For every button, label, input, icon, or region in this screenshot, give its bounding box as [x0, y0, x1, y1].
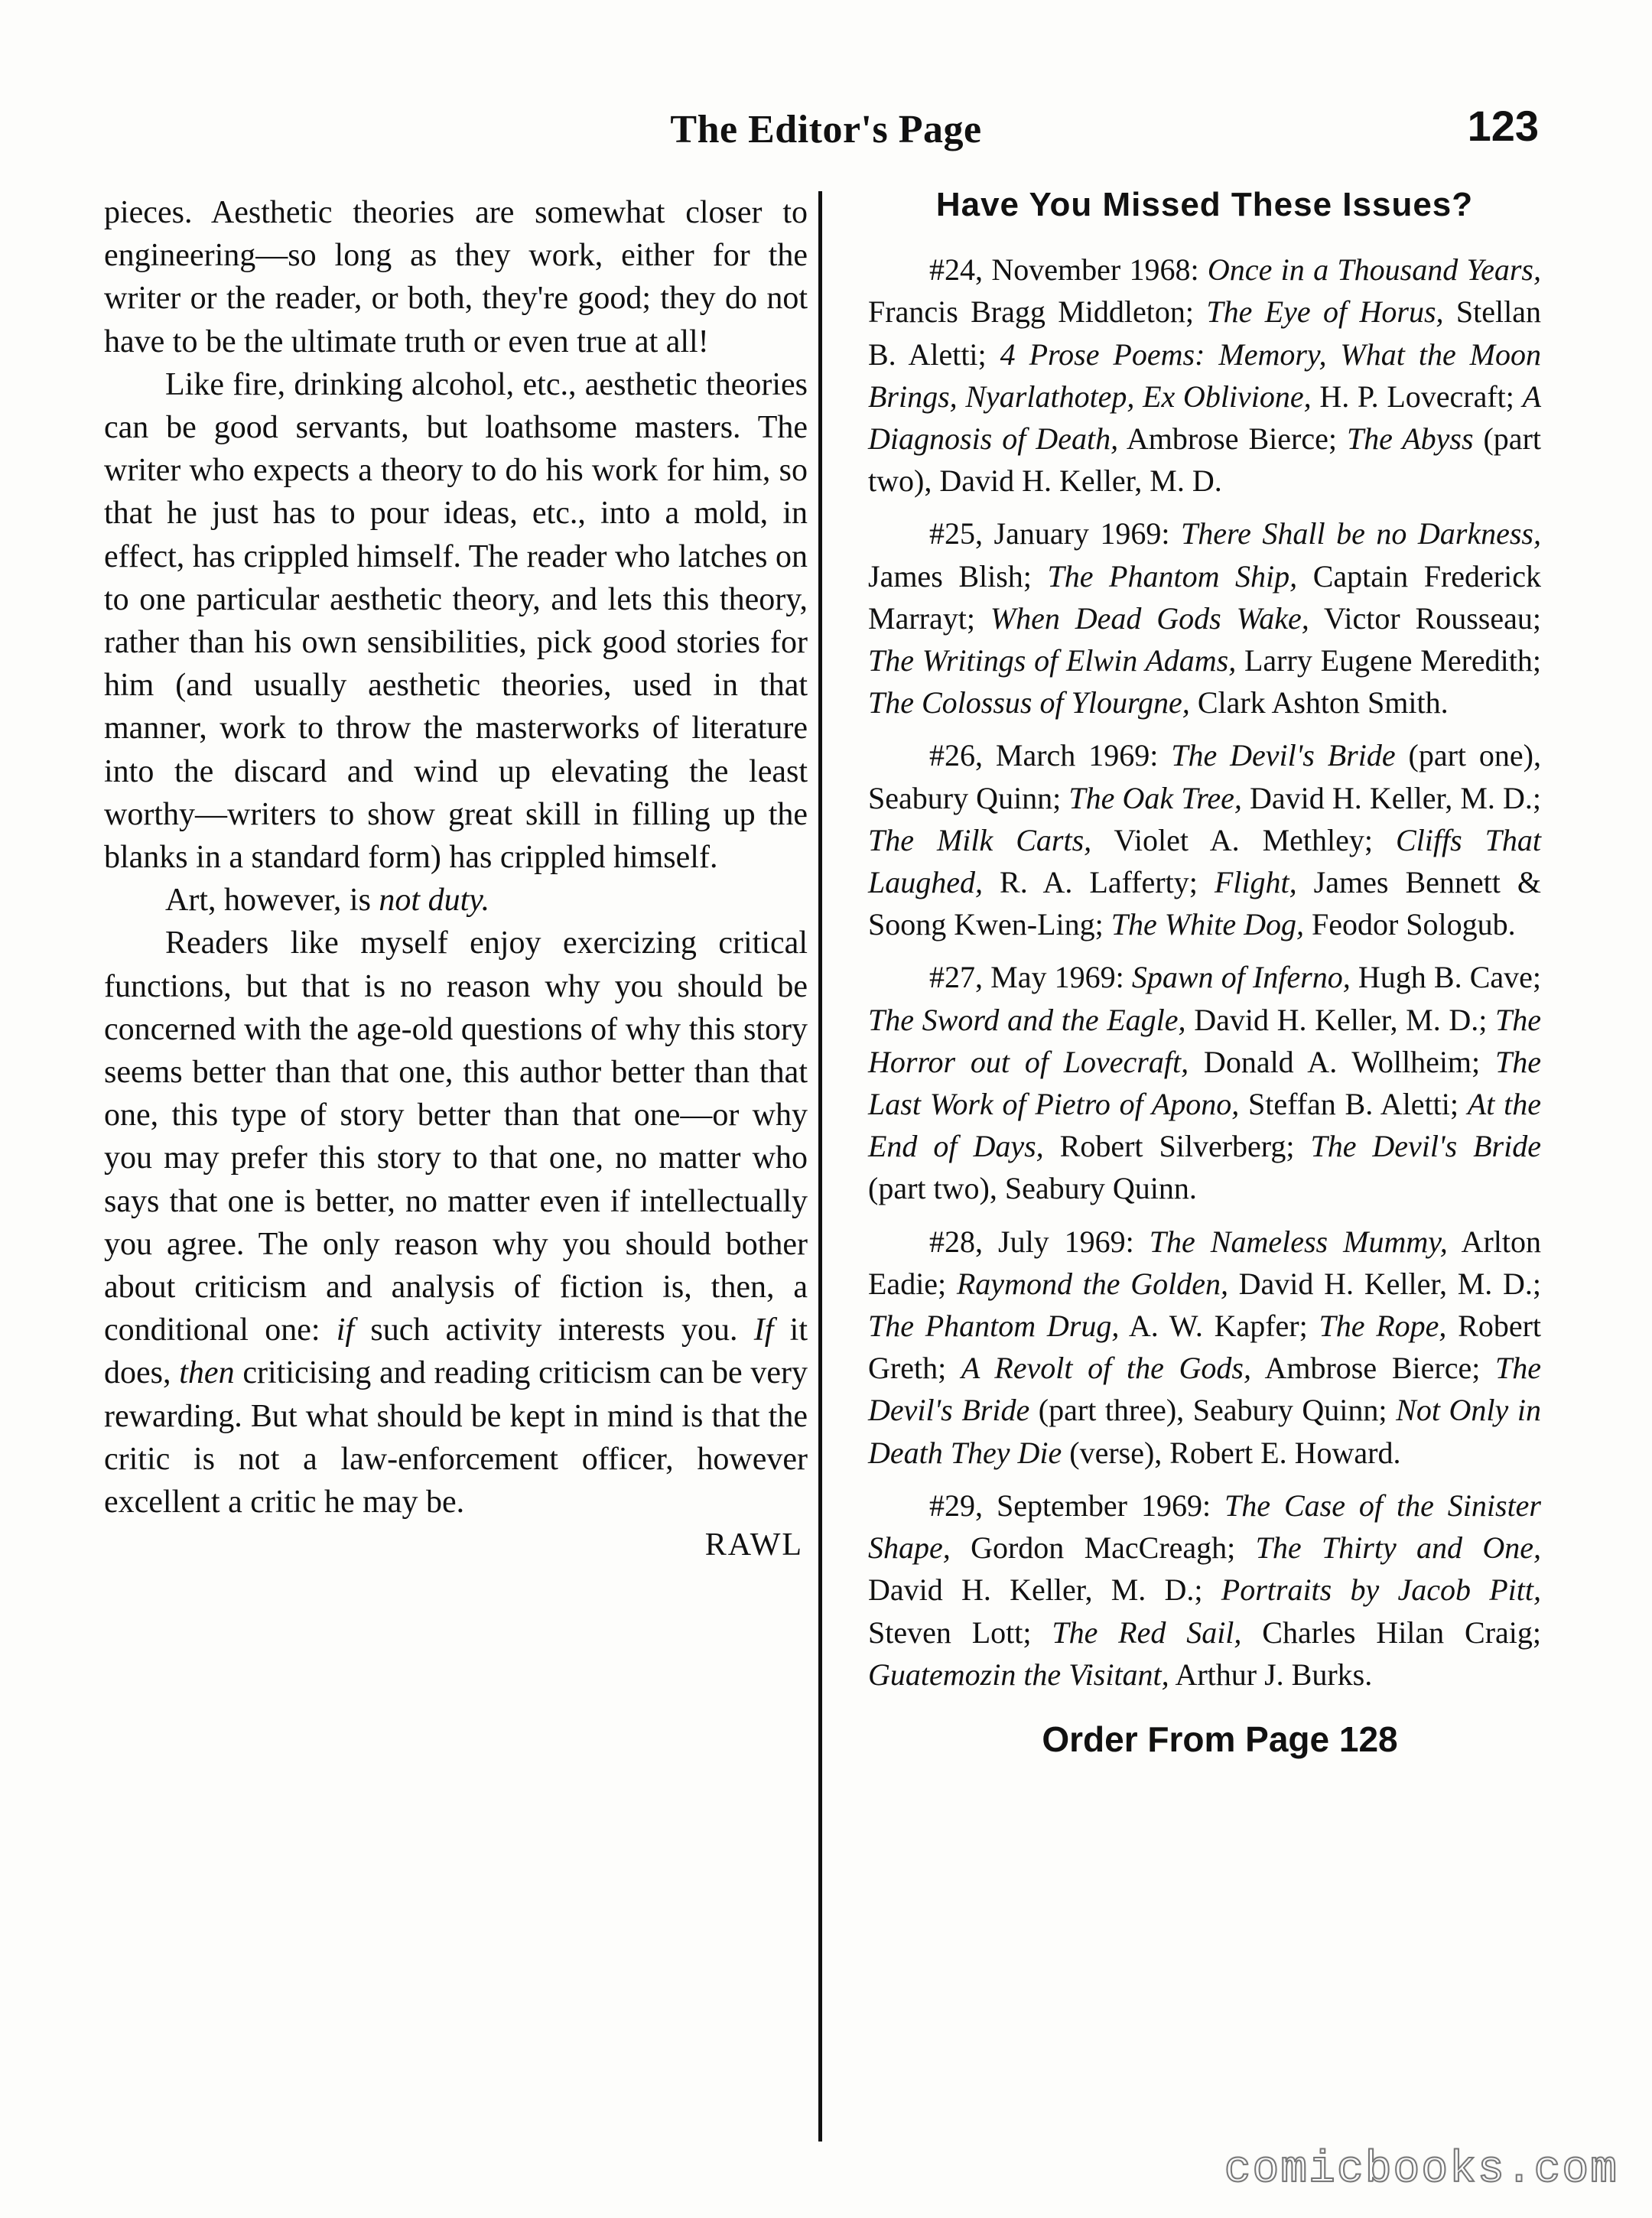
story-author: Steffan B. Aletti; — [1239, 1087, 1468, 1122]
story-author: A. W. Kapfer; — [1119, 1309, 1319, 1344]
story-title: The Phantom Ship, — [1047, 558, 1298, 594]
story-title: The Colossus of Ylourgne, — [868, 685, 1190, 720]
story-title: The Phantom Drug, — [868, 1309, 1120, 1344]
story-author: Violet A. Methley; — [1091, 822, 1396, 857]
issue-entry — [868, 249, 1541, 502]
story-title: Portraits by Jacob Pitt, — [1221, 1572, 1541, 1608]
story-author: Feodor Sologub. — [1303, 907, 1516, 942]
story-title: The Eye of Horus, — [1206, 294, 1444, 330]
story-author: Ambrose Bierce; — [1251, 1351, 1496, 1386]
text-run: such activity interests you. — [354, 1312, 754, 1348]
signature: RAWL — [704, 1527, 803, 1563]
story-author: Captain Frederick Marrayt; — [868, 558, 1541, 636]
story-title: The Devil's Bride — [868, 1351, 1542, 1428]
issue-number: #27, May 1969: — [929, 960, 1132, 995]
page-number: 123 — [1467, 102, 1539, 150]
back-issues-heading: Have You Missed These Issues? — [935, 186, 1474, 223]
story-title: The Oak Tree, — [1068, 780, 1242, 815]
story-author: Francis Bragg Middleton; — [868, 294, 1207, 330]
story-title: Once in a Thousand Years, — [1207, 252, 1541, 288]
story-author: Ambrose Bierce; — [1118, 421, 1347, 457]
story-title: The Devil's Bride — [1310, 1129, 1541, 1164]
watermark-logo: comicbooks.com — [1224, 2145, 1618, 2195]
story-title: The White Dog, — [1111, 907, 1304, 942]
story-title: Spawn of Inferno, — [1131, 960, 1351, 995]
art-line-emphasis: not duty. — [379, 883, 490, 919]
story-author: Gordon MacCreagh; — [950, 1530, 1256, 1566]
text-run: Readers like myself enjoy exercizing critical functions, but that is no reason why you should be concerned with the age-old questions of why this story seems better than that one, this author better than that one, this type of story better than that one—or why you may prefer this story to that one, no matter who says that one is better, no matter even if intellectually you agree. The only reason why you should bother about criticism and analysis of fiction is, then, a conditional one: — [104, 925, 808, 1348]
story-author: David H. Keller, M. D.; — [1228, 1266, 1542, 1301]
issue-number: #24, November 1968: — [929, 252, 1208, 288]
order-note: Order From Page 128 — [1042, 1719, 1398, 1759]
story-author: Stellan B. Aletti; — [868, 294, 1542, 372]
story-title: Raymond the Golden, — [956, 1266, 1228, 1301]
issue-number: #29, September 1969: — [929, 1488, 1225, 1523]
story-title: The Writings of Elwin Adams, — [868, 643, 1237, 678]
story-author: Hugh B. Cave; — [1350, 960, 1542, 995]
text-run: it does, — [104, 1312, 808, 1391]
issue-number: #25, January 1969: — [929, 516, 1182, 551]
issue-number: #28, July 1969: — [929, 1224, 1150, 1259]
story-author: Clark Ashton Smith. — [1189, 685, 1449, 720]
story-title: The Milk Carts, — [868, 822, 1092, 857]
story-author: (verse), Robert E. Howard. — [1062, 1435, 1401, 1470]
story-title: The Abyss — [1346, 421, 1474, 457]
story-title: A Diagnosis of Death, — [868, 379, 1541, 457]
editorial-paragraph — [104, 922, 808, 1524]
story-author: Victor Rousseau; — [1309, 600, 1541, 636]
art-line — [104, 879, 808, 922]
story-author: David H. Keller, M. D.; — [1241, 780, 1541, 815]
story-author: (part three), Seabury Quinn; — [1029, 1393, 1397, 1428]
story-title: The Thirty and One, — [1255, 1530, 1542, 1566]
art-line-text: Art, however, is — [165, 883, 379, 919]
story-title: At the End of Days, — [868, 1087, 1541, 1164]
story-author: James Bennett & Soong Kwen-Ling; — [868, 865, 1542, 942]
column-divider — [818, 191, 822, 2142]
back-issues-list — [868, 249, 1541, 1696]
page-header — [0, 102, 1652, 168]
story-author: Robert Greth; — [868, 1309, 1542, 1386]
story-title: The Horror out of Lovecraft, — [868, 1002, 1542, 1079]
back-issues-column — [868, 184, 1541, 1761]
emphasis: if — [336, 1312, 355, 1348]
story-title: The Red Sail, — [1052, 1615, 1242, 1650]
story-author: Steven Lott; — [868, 1615, 1052, 1650]
story-title: The Case of the Sinister Shape, — [868, 1488, 1541, 1566]
editorial-paragraph: Like fire, drinking alcohol, etc., aesthetic theories can be good servants, but loathsome masters. The writer who expects a theory to do his work for him, so that he just has to pour ideas, etc., into a mold, in effect, has crippled himself. The reader who latches on to one particular aesthetic theory, and lets this theory, rather than his own sensibilities, pick good stories for him (and usually aesthetic theories, used in that manner, work to throw the masterworks of literature into the discard and wind up elevating the least worthy—writers to show great skill in filling up the blanks in a standard form) has crippled himself. — [104, 366, 808, 876]
story-author: R. A. Lafferty; — [983, 865, 1215, 900]
issue-entry — [868, 512, 1541, 724]
story-author: H. P. Lovecraft; — [1311, 379, 1523, 414]
story-author: (part two), David H. Keller, M. D. — [868, 421, 1541, 499]
story-title: Flight, — [1214, 865, 1297, 900]
story-title: 4 Prose Poems: Memory, What the Moon Brings, Nyarlathotep, Ex Oblivione, — [868, 337, 1541, 414]
story-author: (part one), Seabury Quinn; — [868, 738, 1541, 815]
story-author: David H. Keller, M. D.; — [868, 1572, 1221, 1608]
story-author: Charles Hilan Craig; — [1241, 1615, 1541, 1650]
story-title: The Last Work of Pietro of Apono, — [868, 1044, 1541, 1122]
story-title: The Devil's Bride — [1171, 738, 1396, 773]
story-author: Robert Silverberg; — [1043, 1129, 1311, 1164]
story-title: A Revolt of the Gods, — [961, 1351, 1251, 1386]
editorial-paragraph: pieces. Aesthetic theories are somewhat closer to engineering—so long as they work, either for the writer or the reader, or both, they're good; they do not have to be the ultimate truth or even true at all! — [104, 195, 808, 359]
emphasis: then — [179, 1355, 235, 1391]
story-author: Larry Eugene Meredith; — [1236, 643, 1542, 678]
running-title: The Editor's Page — [670, 108, 982, 151]
text-run: criticising and reading criticism can be very rewarding. But what should be kept in mind is that the critic is not a law-enforcement officer, however excellent a critic he may be. — [104, 1355, 808, 1520]
story-author: (part two), Seabury Quinn. — [868, 1171, 1197, 1206]
story-title: Guatemozin the Visitant, — [868, 1657, 1169, 1692]
story-title: When Dead Gods Wake, — [990, 600, 1309, 636]
story-author: James Blish; — [868, 558, 1048, 594]
story-title: There Shall be no Darkness, — [1181, 516, 1541, 551]
editorial-column — [104, 191, 808, 1567]
issue-entry — [868, 1221, 1541, 1474]
issue-entry — [868, 734, 1541, 945]
story-author: Arthur J. Burks. — [1169, 1657, 1373, 1692]
story-author: David H. Keller, M. D.; — [1185, 1002, 1496, 1037]
story-title: The Nameless Mummy, — [1149, 1224, 1448, 1259]
issue-entry — [868, 956, 1541, 1209]
story-author: Arlton Eadie; — [868, 1224, 1541, 1301]
issue-entry — [868, 1485, 1541, 1696]
story-title: Cliffs That Laughed, — [868, 822, 1541, 900]
emphasis: If — [753, 1312, 774, 1348]
story-title: The Rope, — [1319, 1309, 1447, 1344]
story-author: Donald A. Wollheim; — [1189, 1044, 1495, 1079]
story-title: The Sword and the Eagle, — [868, 1002, 1186, 1037]
issue-number: #26, March 1969: — [929, 738, 1172, 773]
story-title: Not Only in Death They Die — [868, 1393, 1541, 1470]
